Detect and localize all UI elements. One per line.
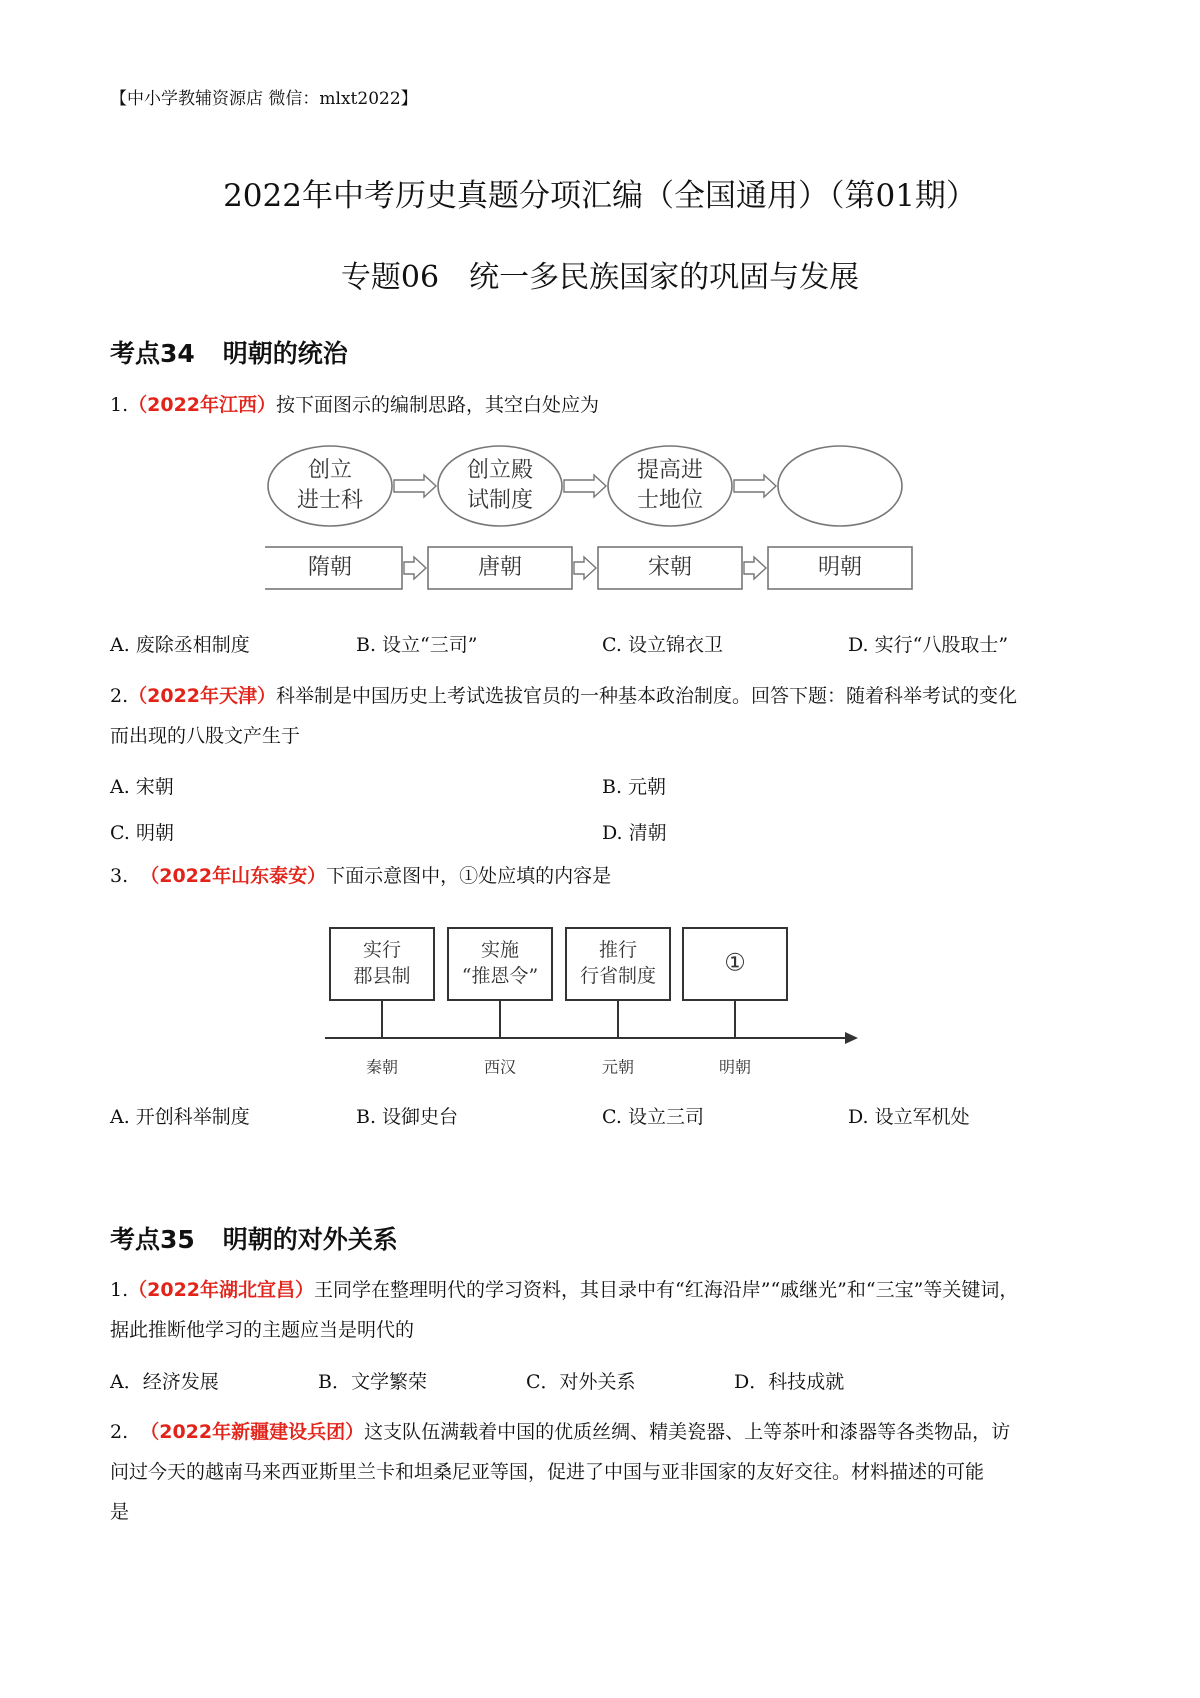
q2-option-b: B. 元朝 <box>602 776 667 798</box>
q3-option-a: A. 开创科举制度 <box>110 1106 250 1128</box>
question-source: （2022年山东泰安） <box>140 865 327 887</box>
timeline-box-text: 行省制度 <box>579 965 657 987</box>
timeline-box-text: “推恩令” <box>461 965 539 987</box>
flow-oval-text: 士地位 <box>636 488 704 513</box>
dynasty-box-text: 宋朝 <box>647 555 693 580</box>
question-number: 2. <box>110 685 129 707</box>
hollow-arrow <box>744 557 766 579</box>
watermark: 【中小学教辅资源店 微信：mlxt2022】 <box>110 89 418 109</box>
question-number: 3. <box>110 865 129 887</box>
section-heading-35 <box>110 1220 398 1256</box>
dynasty-box-text: 明朝 <box>817 555 863 580</box>
timeline-arrowhead <box>845 1032 858 1044</box>
timeline-box-text: ① <box>724 948 746 977</box>
s2-question-1-stem <box>110 1270 1100 1350</box>
question-text: 按下面图示的编制思路，其空白处应为 <box>276 394 600 416</box>
question-source: （2022年新疆建设兵团） <box>140 1421 365 1443</box>
q2-option-d: D. 清朝 <box>602 822 667 844</box>
timeline-dynasty-label: 秦朝 <box>365 1057 399 1077</box>
question-text: 这支队伍满载着中国的优质丝绸、精美瓷器、上等茶叶和漆器等各类物品，访 <box>364 1421 1011 1443</box>
section-name: 明朝的统治 <box>222 339 348 368</box>
timeline-box-text: 实行 <box>362 939 402 961</box>
question-number: 1. <box>110 1279 129 1301</box>
question-source: （2022年湖北宜昌） <box>128 1279 315 1301</box>
timeline-boxes <box>330 928 787 1038</box>
question-text-line-2: 而出现的八股文产生于 <box>110 725 301 747</box>
q3-option-d: D. 设立军机处 <box>848 1106 970 1128</box>
question-text: 下面示意图中，①处应填的内容是 <box>326 865 612 887</box>
s2-q1-option-a: A．经济发展 <box>110 1371 219 1393</box>
flow-oval-text: 进士科 <box>296 488 364 513</box>
hollow-arrow <box>394 475 436 497</box>
question-text: 王同学在整理明代的学习资料，其目录中有“红海沿岸”“戚继光”和“三宝”等关键词， <box>314 1279 1019 1301</box>
question-2-stem <box>110 676 1100 756</box>
q2-option-c: C. 明朝 <box>110 822 174 844</box>
s2-q1-option-b: B．文学繁荣 <box>318 1371 427 1393</box>
question-source: （2022年江西） <box>128 394 277 416</box>
question-number: 1. <box>110 394 129 416</box>
page-subtitle: 专题06 统一多民族国家的巩固与发展 <box>340 260 860 295</box>
dynasty-box-text: 唐朝 <box>477 555 523 580</box>
timeline-dynasty-label: 西汉 <box>483 1057 517 1077</box>
s2-q1-option-d: D．科技成就 <box>734 1371 845 1393</box>
timeline-box-text: 实施 <box>480 939 520 961</box>
question-number: 2. <box>110 1421 129 1443</box>
question-1-stem <box>110 385 1100 425</box>
flow-oval-text: 试制度 <box>466 488 534 513</box>
question-3-timeline-diagram <box>320 920 860 1085</box>
hollow-arrow <box>734 475 776 497</box>
question-1-diagram <box>265 443 965 603</box>
q3-option-c: C. 设立三司 <box>602 1106 704 1128</box>
q1-option-d: D. 实行“八股取士” <box>848 634 1009 656</box>
hollow-arrow <box>574 557 596 579</box>
section-heading-34 <box>110 334 348 370</box>
flow-oval-text: 提高进 <box>636 458 704 483</box>
timeline-dynasty-label: 元朝 <box>601 1057 635 1077</box>
page-title: 2022年中考历史真题分项汇编（全国通用）（第01期） <box>223 178 977 214</box>
question-text-line-2: 据此推断他学习的主题应当是明代的 <box>110 1319 415 1341</box>
section-number: 考点35 <box>110 1225 195 1254</box>
question-text-line-3: 是 <box>110 1501 130 1523</box>
section-number: 考点34 <box>110 339 195 368</box>
timeline-labels <box>366 1058 751 1077</box>
flow-oval-text: 创立 <box>307 458 353 483</box>
q1-option-a: A. 废除丞相制度 <box>110 634 250 656</box>
flow-oval <box>778 446 902 526</box>
timeline-dynasty-label: 明朝 <box>718 1057 752 1077</box>
question-source: （2022年天津） <box>128 685 277 707</box>
hollow-arrow <box>404 557 426 579</box>
question-text: 科举制是中国历史上考试选拔官员的一种基本政治制度。回答下题：随着科举考试的变化 <box>276 685 1018 707</box>
q2-option-a: A. 宋朝 <box>110 776 174 798</box>
question-text-line-2: 问过今天的越南马来西亚斯里兰卡和坦桑尼亚等国，促进了中国与亚非国家的友好交往。材料描述的可能 <box>110 1461 985 1483</box>
question-3-stem <box>110 856 1100 896</box>
q1-option-b: B. 设立“三司” <box>356 634 478 656</box>
hollow-arrow <box>564 475 606 497</box>
q1-option-c: C. 设立锦衣卫 <box>602 634 723 656</box>
dynasty-box-text: 隋朝 <box>307 555 353 580</box>
timeline-box-text: 推行 <box>598 939 638 961</box>
timeline-box-text: 郡县制 <box>353 965 411 987</box>
s2-question-2-stem <box>110 1412 1100 1532</box>
s2-q1-option-c: C．对外关系 <box>526 1371 636 1393</box>
flow-oval-text: 创立殿 <box>466 458 534 483</box>
section-name: 明朝的对外关系 <box>222 1225 398 1254</box>
q3-option-b: B. 设御史台 <box>356 1106 459 1128</box>
